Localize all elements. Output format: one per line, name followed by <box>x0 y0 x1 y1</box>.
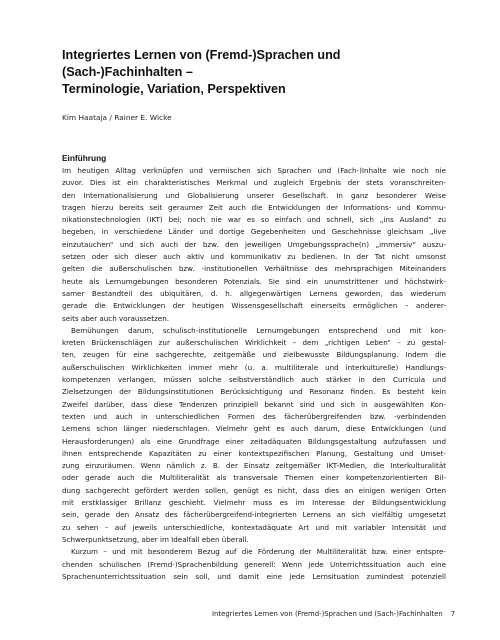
body-line: Zielsetzungen der Bildungsinstitutionen Berücksichtigung und Resonanz finden. Es besteht kein <box>62 387 446 397</box>
body-line: begeben, in verschiedene Länder und dortige Gegebenheiten und Geschehnisse gleichsam „live <box>62 227 446 237</box>
body-line: ten, zeugen für eine sachgerechte, zeitgemäße und zielbewusste Bildungsplanung. Indem die <box>62 350 446 360</box>
body-line: texten und auch in unterschiedlichen Formen des fächerübergreifenden bzw. -verbindenden <box>62 411 446 421</box>
body-line: zuvor. Dies ist ein charakteristisches Merkmal und zugleich Ergebnis der stets voranschreiten- <box>62 178 446 188</box>
body-line: seits aber auch voraussetzen. <box>62 313 170 323</box>
body-line: sein, gerade den Ansatz des fächerübergreifend-integrierten Lernens an sich vielfältig umgesetzt <box>62 510 446 520</box>
body-line: gerade die Entwicklungen der heutigen Wissensgesellschaft einerseits ermöglichen – anderer- <box>62 301 446 311</box>
body-line: den Internationalisierung und Globalisierung unserer Gesellschaft. In ganz besonderer Weise <box>62 190 446 200</box>
body-line: Kurzum – und mit besonderem Bezug auf die Förderung der Multiliteralität bzw. einer entspre- <box>71 547 446 557</box>
body-line: nikationstechnologien (IKT) bei; noch nie war es so einfach und schnell, sich „ins Ausland“ zu <box>62 215 446 225</box>
body-line: Sprachenunterrichtssituation sein soll, und damit eine jede Lernsituation zumindest potenziell <box>62 571 446 581</box>
body-line: oder gerade auch die Multiliteralität als transversale Themen einer kompetenzorientierten Bil- <box>62 473 446 483</box>
running-title: Integriertes Lernen von (Fremd-)Sprachen und (Sach-)Fachinhalten <box>212 610 443 618</box>
body-line: gelten die außerschulischen bzw. -institutionellen Verhältnisse des mehrsprachigen Miteinanders <box>62 264 446 274</box>
body-line: setzen oder sich dieser auch aktiv und kommunikativ zu bedienen. In der Tat nicht umsonst <box>62 252 446 262</box>
article-title-line-1: Integriertes Lernen von (Fremd-)Sprachen und (Sach-)Fachinhalten – <box>62 48 341 79</box>
body-line: zu sehen – auf jeweils unterschiedliche, kontextadäquate Art und mit variabler Intensität und <box>62 522 446 532</box>
body-line: kompetenzen verlangen, müssen solche selbstverständlich auch stärker in den Curricula und <box>62 375 446 385</box>
body-line: Zweifel darüber, dass diese Tendenzen prinzipiell bekannt sind und sich in ausgewählten Kon- <box>62 399 446 409</box>
body-line: außerschulischen Wirklichkeiten immer mehr (u. a. multiliterale und interkulturelle) Handlungs- <box>62 362 446 372</box>
section-heading: Einführung <box>62 153 107 163</box>
page-footer <box>212 610 455 618</box>
article-authors: Kim Haataja / Rainer E. Wicke <box>62 113 172 122</box>
body-line: heute als Lernumgebungen besonderen Potenzials. Sie sind ein unumstrittener und höchstwirk- <box>62 276 446 286</box>
body-line: Bemühungen darum, schulisch-institutionelle Lernumgebungen entsprechend und mit kon- <box>71 325 446 335</box>
body-line: chenden schulischen (Fremd-)Sprachenbildung generell: Wenn jede Unterrichtssituation auch eine <box>62 559 446 569</box>
page-number: 7 <box>450 610 456 618</box>
body-line: ihnen entsprechende Kapazitäten zu einer kontextspezifischen Planung, Gestaltung und Umset- <box>62 448 446 458</box>
article-title-line-2: Terminologie, Variation, Perspektiven <box>62 82 286 96</box>
body-line: kreten Brückenschlägen zur außerschulischen Wirklichkeit – dem „richtigen Leben“ – zu gestal- <box>62 338 446 348</box>
body-line: samer Bestandteil des ubiquitären, d. h. allgegenwärtigen Lernens geworden, das wiederum <box>62 288 446 298</box>
body-line: einzutauchen“ und sich auch der bzw. den jeweiligen Umgebungssprache(n) „immersiv“ auszu- <box>62 239 446 249</box>
body-line: tragen hierzu bereits seit geraumer Zeit auch die Entwicklungen der Informations- und Kommu- <box>62 202 446 212</box>
body-line: Im heutigen Alltag verknüpfen und vermischen sich Sprachen und (Fach-)Inhalte wie noch nie <box>62 166 446 175</box>
body-text <box>62 165 446 583</box>
body-line: dung sachgerecht gefördert werden sollen, genügt es nicht, dass dies an einigen wenigen Orten <box>62 485 446 495</box>
body-line: Herausforderungen) als eine Grundfrage einer zeitadäquaten Bildungsgestaltung aufzufassen und <box>62 436 446 446</box>
body-line: Schwerpunktsetzung, aber im Idealfall eben überall. <box>62 534 249 544</box>
article-title <box>62 47 462 98</box>
body-line: mit erstklassiger Brillanz geschieht. Vielmehr muss es im Interesse der Bildungsentwicklung <box>62 498 446 508</box>
body-line: zung einzuräumen. Wenn nämlich z. B. der Einsatz zeitgemäßer IKT-Medien, die Interkulturalität <box>62 461 446 471</box>
body-line: Lernens schon länger niederschlagen. Vielmehr geht es auch darum, diese Entwicklungen (und <box>62 424 446 434</box>
